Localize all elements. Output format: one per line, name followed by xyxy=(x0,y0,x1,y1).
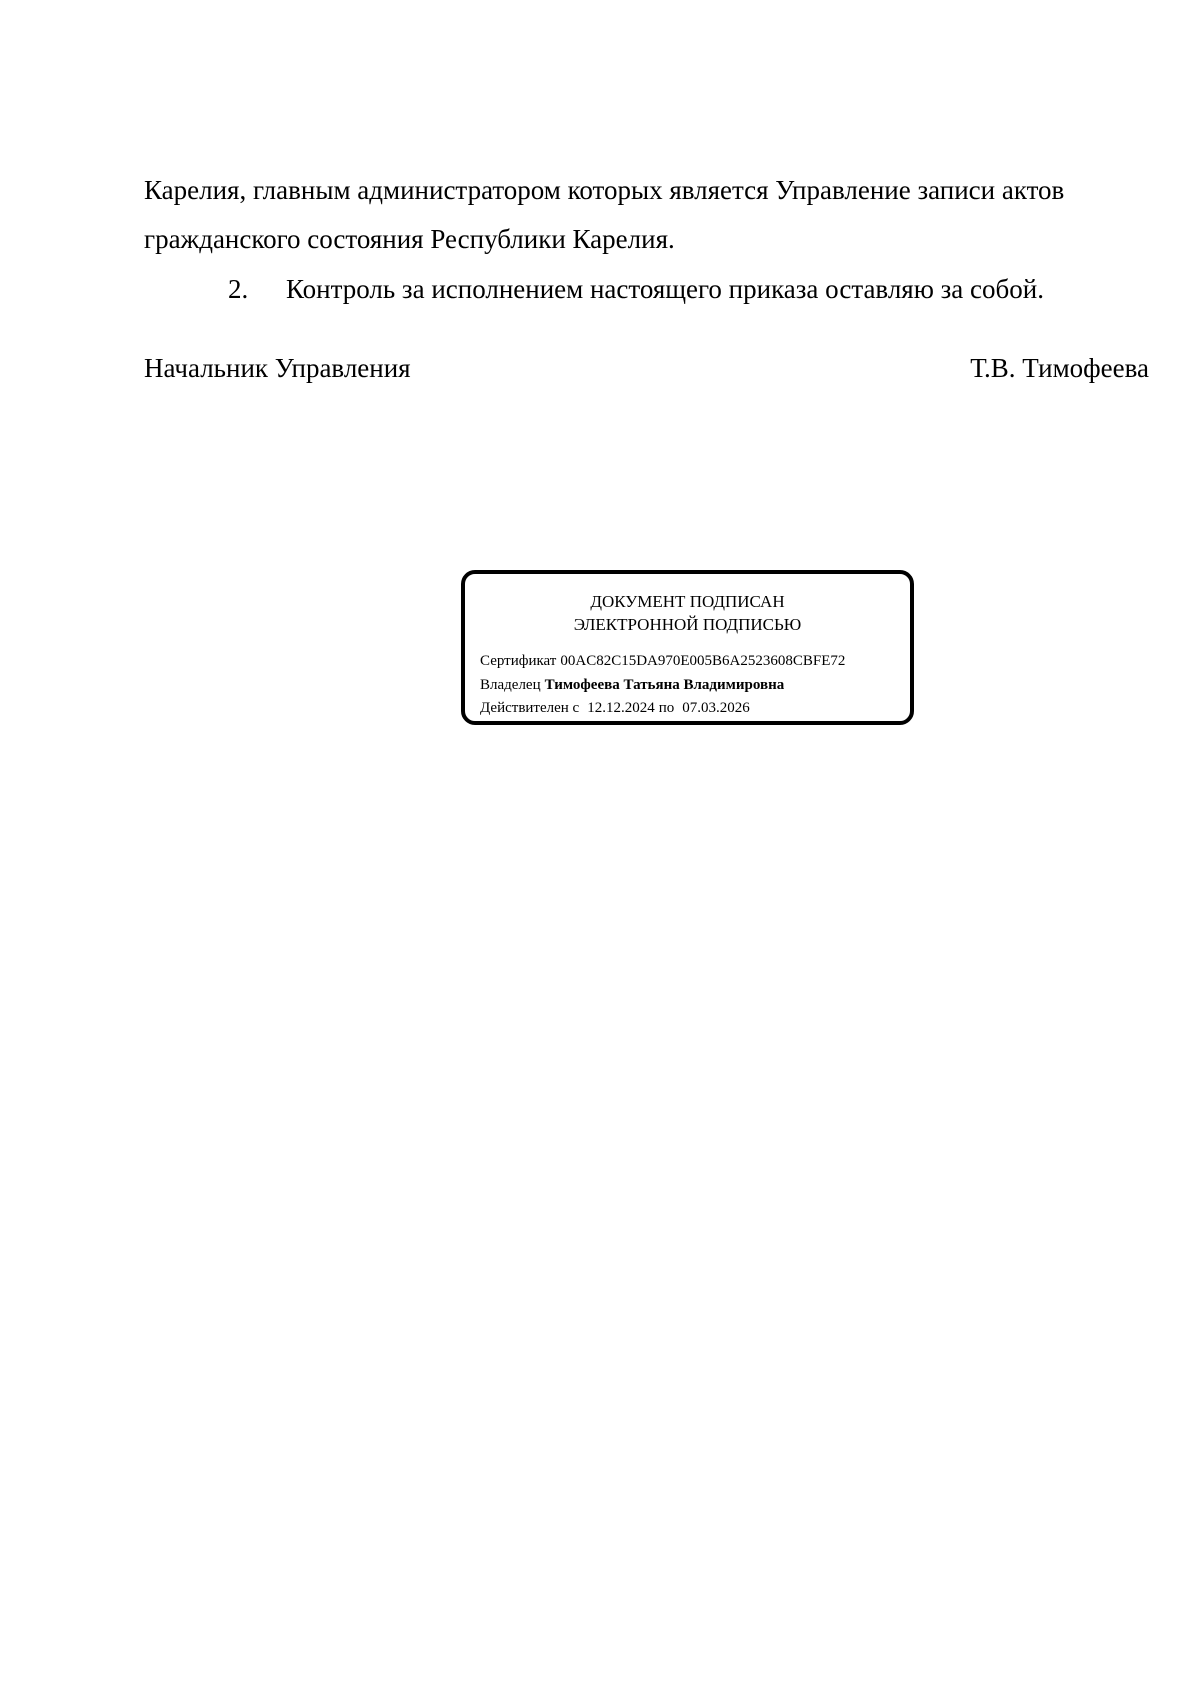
certificate-label: Сертификат xyxy=(480,653,557,669)
item-number: 2. xyxy=(228,274,249,304)
stamp-validity xyxy=(480,698,750,718)
valid-label: Действителен с xyxy=(480,700,580,716)
certificate-value: 00AC82C15DA970E005B6A2523608CBFE72 xyxy=(560,653,846,669)
stamp-owner xyxy=(480,675,784,695)
stamp-title-line-2: ЭЛЕКТРОННОЙ ПОДПИСЬЮ xyxy=(573,615,802,634)
paragraph-line-1: Карелия, главным администратором которых является Управление записи актов xyxy=(144,175,1065,205)
signer-name: Т.В. Тимофеева xyxy=(970,353,1149,383)
valid-from: 12.12.2024 xyxy=(587,700,655,716)
stamp-certificate xyxy=(480,651,845,671)
valid-mid: по xyxy=(658,700,675,716)
numbered-item-2 xyxy=(228,273,1044,305)
valid-to: 07.03.2026 xyxy=(682,700,750,716)
owner-label: Владелец xyxy=(480,677,541,693)
signer-position: Начальник Управления xyxy=(144,353,411,383)
electronic-signature-stamp xyxy=(461,570,914,725)
stamp-title-line-1: ДОКУМЕНТ ПОДПИСАН xyxy=(590,592,785,611)
item-text: Контроль за исполнением настоящего приказа оставляю за собой. xyxy=(286,274,1044,304)
owner-value: Тимофеева Татьяна Владимировна xyxy=(544,677,785,693)
paragraph-line-2: гражданского состояния Республики Карелия. xyxy=(144,224,675,254)
